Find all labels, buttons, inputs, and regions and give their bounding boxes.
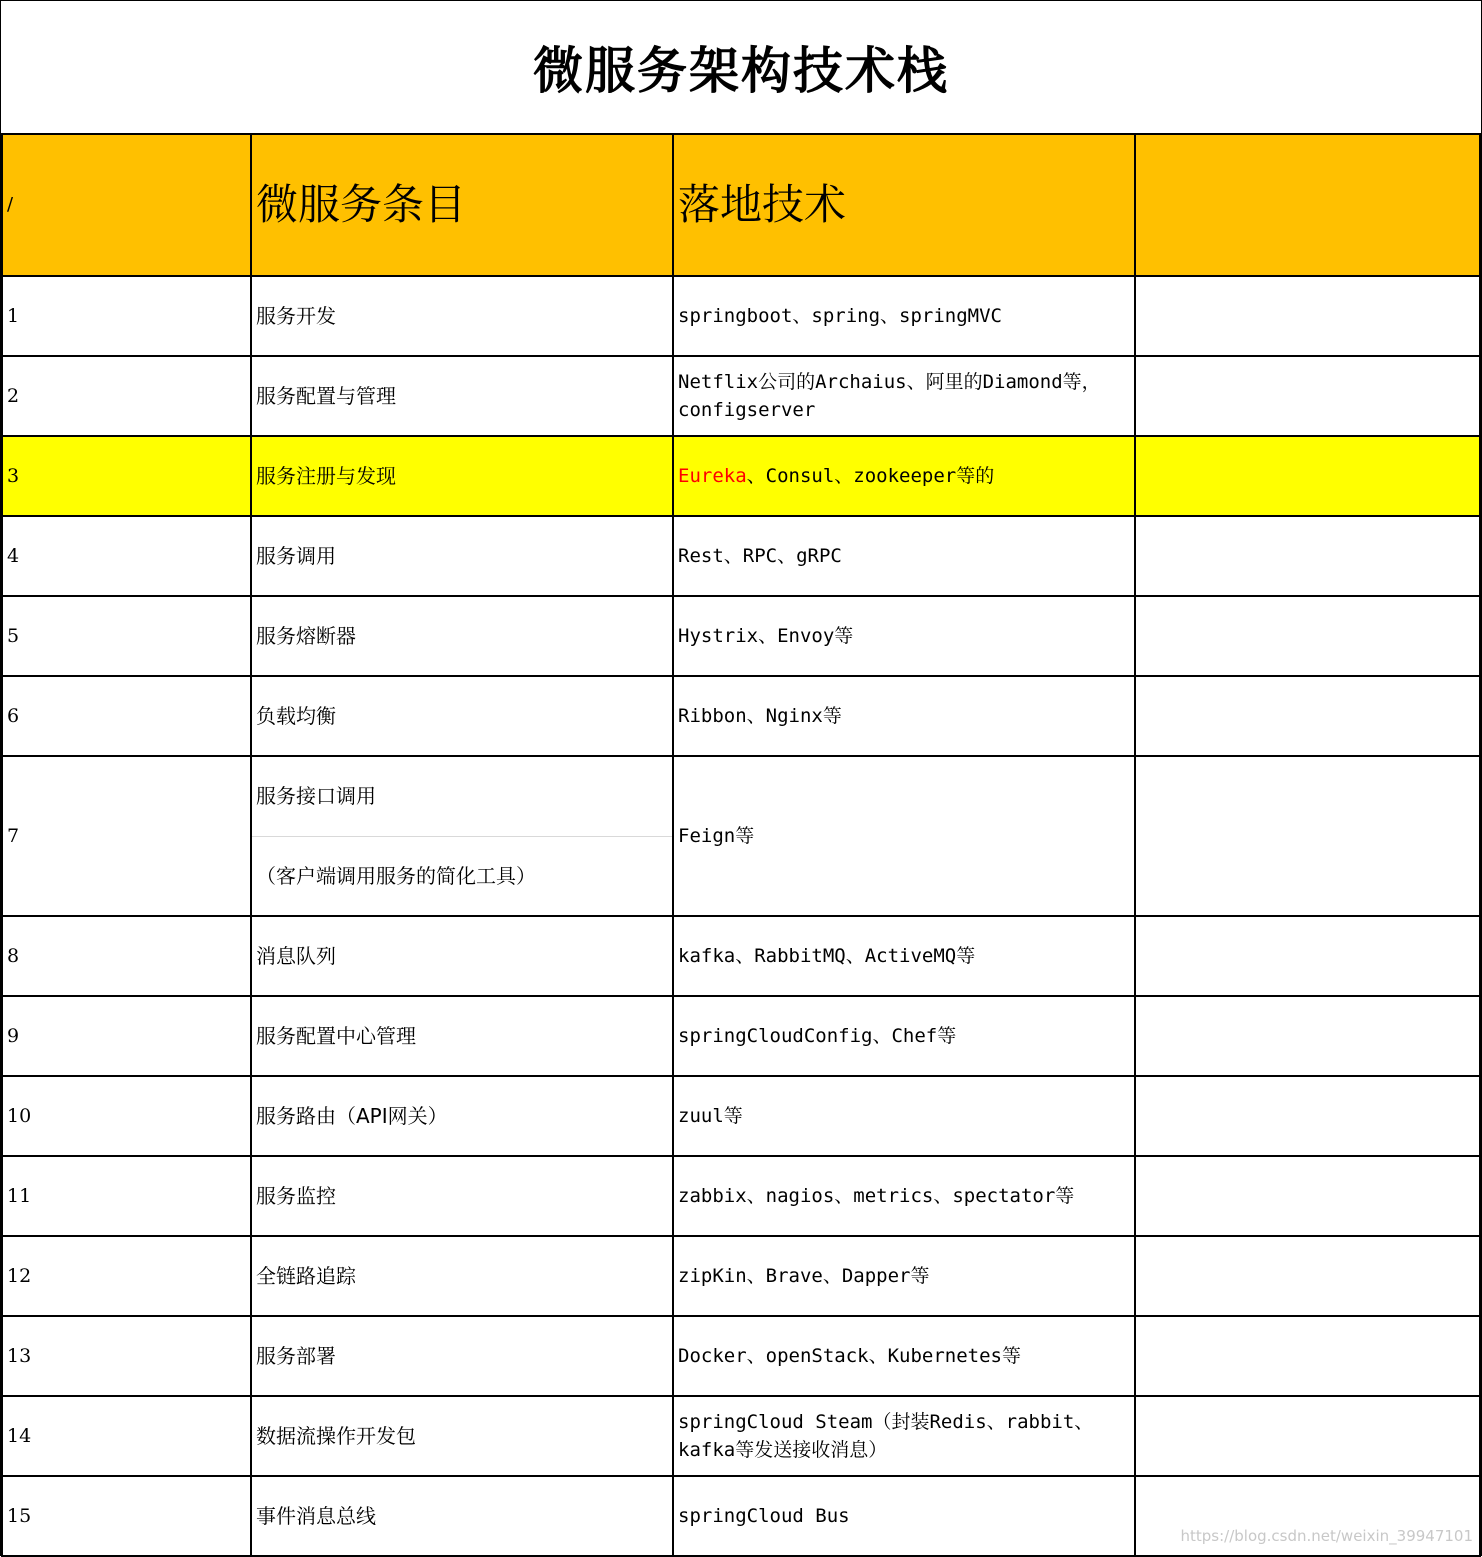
tech-line: configserver — [678, 399, 816, 421]
table-row — [2, 516, 1480, 596]
sheet-title: 微服务架构技术栈 — [533, 42, 949, 100]
row-number-cell[interactable]: 7 — [2, 756, 251, 916]
extra-cell[interactable] — [1135, 1236, 1480, 1316]
table-row — [2, 996, 1480, 1076]
extra-cell[interactable] — [1135, 516, 1480, 596]
tech-text: 、Consul、zookeeper等的 — [746, 465, 995, 487]
row-number-cell[interactable]: 12 — [2, 1236, 251, 1316]
tech-cell[interactable]: zipKin、Brave、Dapper等 — [673, 1236, 1135, 1316]
tech-cell[interactable] — [673, 436, 1135, 516]
table-row — [2, 596, 1480, 676]
extra-cell[interactable] — [1135, 676, 1480, 756]
header-row — [2, 134, 1480, 276]
extra-cell[interactable] — [1135, 436, 1480, 516]
table-row — [2, 1076, 1480, 1156]
tech-cell[interactable]: springCloudConfig、Chef等 — [673, 996, 1135, 1076]
table-row — [2, 1236, 1480, 1316]
watermark-url: https://blog.csdn.net/weixin_39947101 — [1180, 1527, 1473, 1545]
extra-cell[interactable] — [1135, 276, 1480, 356]
header-index-cell[interactable]: / — [2, 134, 251, 276]
item-cell[interactable]: 数据流操作开发包 — [251, 1396, 673, 1476]
table-row — [2, 756, 1480, 916]
table-row — [2, 916, 1480, 996]
tech-line: Netflix公司的Archaius、阿里的Diamond等， — [678, 371, 1101, 393]
extra-cell[interactable] — [1135, 596, 1480, 676]
tech-cell[interactable]: kafka、RabbitMQ、ActiveMQ等 — [673, 916, 1135, 996]
row-number-cell[interactable]: 13 — [2, 1316, 251, 1396]
item-cell[interactable]: 服务部署 — [251, 1316, 673, 1396]
tech-cell[interactable]: zabbix、nagios、metrics、spectator等 — [673, 1156, 1135, 1236]
table-row — [2, 276, 1480, 356]
row-number-cell[interactable]: 2 — [2, 356, 251, 436]
row-number-cell[interactable]: 3 — [2, 436, 251, 516]
tech-cell[interactable] — [673, 356, 1135, 436]
tech-cell[interactable] — [673, 1396, 1135, 1476]
tech-cell[interactable]: springboot、spring、springMVC — [673, 276, 1135, 356]
row-number-cell[interactable]: 15 — [2, 1476, 251, 1556]
item-cell[interactable]: 负载均衡 — [251, 676, 673, 756]
header-item-cell[interactable]: 微服务条目 — [251, 134, 673, 276]
row-number-cell[interactable]: 6 — [2, 676, 251, 756]
extra-cell[interactable] — [1135, 996, 1480, 1076]
tech-stack-table — [1, 133, 1481, 1557]
tech-cell[interactable]: Feign等 — [673, 756, 1135, 916]
tech-line: kafka等发送接收消息） — [678, 1439, 888, 1461]
header-tech-cell[interactable]: 落地技术 — [673, 134, 1135, 276]
item-cell[interactable] — [251, 756, 673, 916]
row-number-cell[interactable]: 10 — [2, 1076, 251, 1156]
item-cell[interactable]: 服务熔断器 — [251, 596, 673, 676]
tech-cell[interactable]: Ribbon、Nginx等 — [673, 676, 1135, 756]
extra-cell[interactable] — [1135, 1156, 1480, 1236]
row-number-cell[interactable]: 11 — [2, 1156, 251, 1236]
item-split — [252, 757, 672, 915]
item-cell[interactable]: 消息队列 — [251, 916, 673, 996]
row-number-cell[interactable]: 8 — [2, 916, 251, 996]
row-number-cell[interactable]: 9 — [2, 996, 251, 1076]
row-number-cell[interactable]: 14 — [2, 1396, 251, 1476]
tech-cell[interactable]: Docker、openStack、Kubernetes等 — [673, 1316, 1135, 1396]
tech-cell[interactable]: springCloud Bus — [673, 1476, 1135, 1556]
item-cell[interactable]: 服务调用 — [251, 516, 673, 596]
tech-cell[interactable]: Rest、RPC、gRPC — [673, 516, 1135, 596]
tech-highlight-text: Eureka — [678, 465, 747, 487]
item-cell[interactable]: 服务开发 — [251, 276, 673, 356]
tech-line: springCloud Steam（封装Redis、rabbit、 — [678, 1411, 1094, 1433]
extra-cell[interactable] — [1135, 916, 1480, 996]
row-number-cell[interactable]: 1 — [2, 276, 251, 356]
table-row — [2, 676, 1480, 756]
row-number-cell[interactable]: 4 — [2, 516, 251, 596]
table-row — [2, 356, 1480, 436]
row-number-cell[interactable]: 5 — [2, 596, 251, 676]
table-row — [2, 1396, 1480, 1476]
item-cell[interactable]: 服务配置与管理 — [251, 356, 673, 436]
item-cell[interactable]: 事件消息总线 — [251, 1476, 673, 1556]
header-extra-cell[interactable] — [1135, 134, 1480, 276]
item-line: （客户端调用服务的简化工具） — [256, 863, 536, 888]
extra-cell[interactable] — [1135, 356, 1480, 436]
extra-cell[interactable] — [1135, 1396, 1480, 1476]
item-cell[interactable]: 服务监控 — [251, 1156, 673, 1236]
item-line: 服务接口调用 — [252, 757, 672, 837]
extra-cell[interactable] — [1135, 756, 1480, 916]
extra-cell[interactable] — [1135, 1316, 1480, 1396]
item-cell[interactable]: 全链路追踪 — [251, 1236, 673, 1316]
item-cell[interactable]: 服务配置中心管理 — [251, 996, 673, 1076]
table-row-highlighted — [2, 436, 1480, 516]
item-cell[interactable]: 服务注册与发现 — [251, 436, 673, 516]
table-row — [2, 1156, 1480, 1236]
tech-cell[interactable]: zuul等 — [673, 1076, 1135, 1156]
table-row — [2, 1316, 1480, 1396]
item-cell[interactable]: 服务路由（API网关） — [251, 1076, 673, 1156]
extra-cell[interactable] — [1135, 1076, 1480, 1156]
tech-cell[interactable]: Hystrix、Envoy等 — [673, 596, 1135, 676]
